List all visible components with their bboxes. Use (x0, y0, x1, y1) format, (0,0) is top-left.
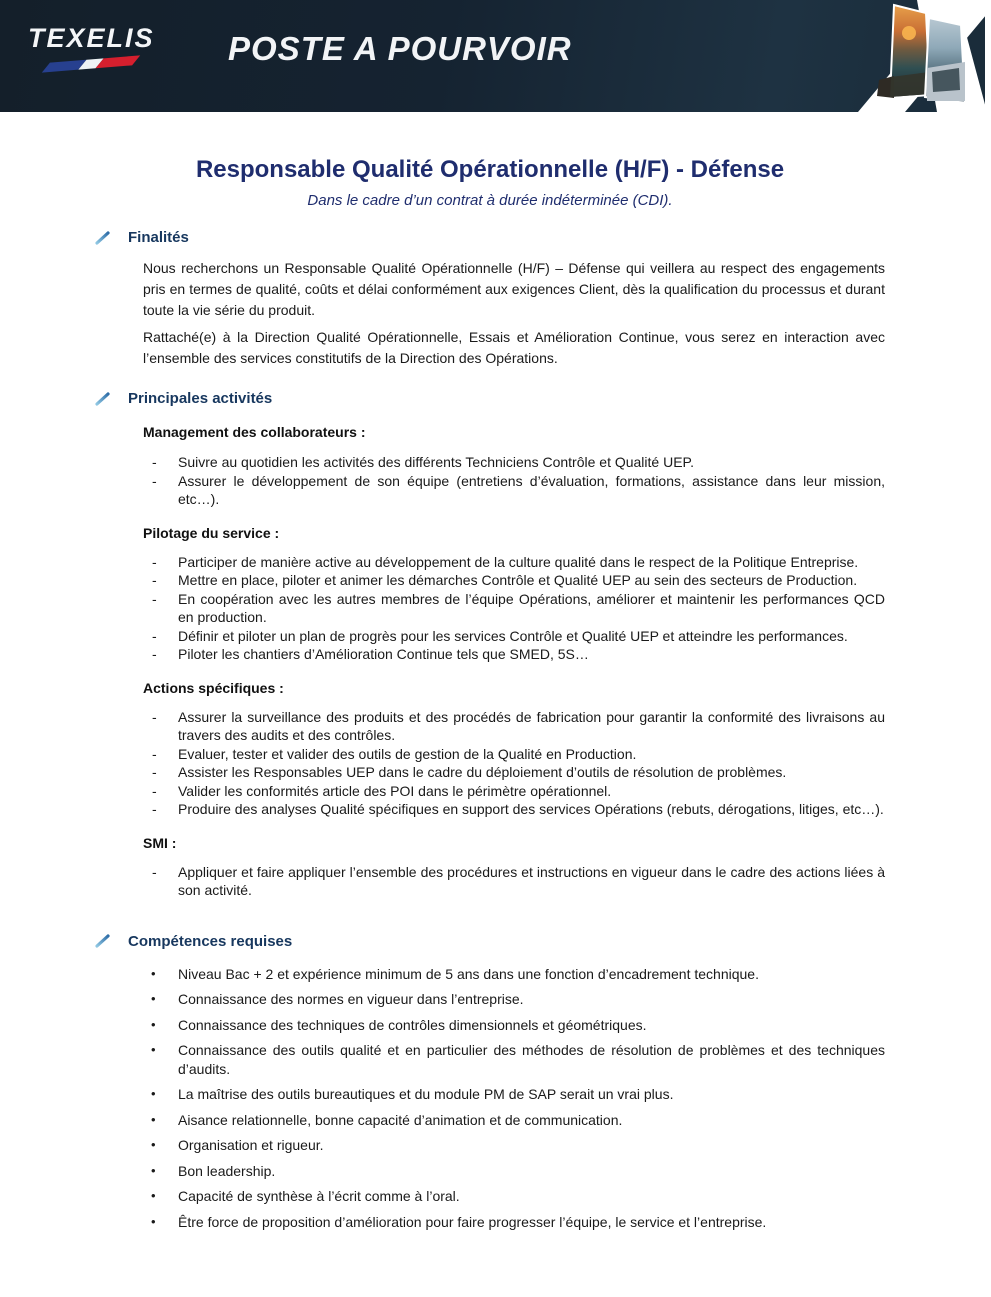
list-item: • Connaissance des outils qualité et en particulier des méthodes de résolution de problèmes et des techniques d’audits. (143, 1041, 885, 1078)
list-item: - Assister les Responsables UEP dans le cadre du déploiement d’outils de résolution de problèmes. (143, 763, 885, 782)
bullet-marker: • (151, 1213, 156, 1229)
bullet-list (143, 965, 885, 1232)
list-item: • Organisation et rigueur. (143, 1136, 885, 1155)
dash-list (143, 453, 885, 509)
section-heading-finalites (95, 228, 885, 247)
dash-list (143, 553, 885, 664)
activity-subheading: Pilotage du service : (143, 524, 280, 541)
list-item: - Assurer la surveillance des produits et des procédés de fabrication pour garantir la conformité des livraisons au travers des audits et des contrôles. (143, 708, 885, 745)
header-banner (0, 0, 991, 112)
dash-list (143, 863, 885, 900)
dash-list (143, 708, 885, 819)
list-item: • Connaissance des normes en vigueur dans l’entreprise. (143, 990, 885, 1009)
bullet-marker: • (151, 1016, 156, 1032)
dash-marker: - (152, 745, 157, 762)
bullet-marker: • (151, 1188, 156, 1203)
dash-marker: - (152, 801, 157, 817)
job-title: Responsable Qualité Opérationnelle (H/F) - Défense (195, 156, 785, 183)
list-item: - Evaluer, tester et valider des outils de gestion de la Qualité en Production. (143, 745, 885, 764)
dash-marker: - (152, 863, 157, 880)
paragraph: Rattaché(e) à la Direction Qualité Opérationnelle, Essais et Amélioration Continue, vous serez en interaction avec l’ensemble des services constitutifs de la Direction des Opérations. (143, 329, 885, 366)
banner-title: POSTE A POURVOIR (228, 30, 572, 67)
dash-marker: - (152, 708, 157, 725)
dash-marker: - (152, 454, 157, 470)
dash-marker: - (152, 627, 157, 644)
bullet-marker: • (151, 965, 156, 981)
list-item: • Bon leadership. (143, 1162, 885, 1181)
activity-subheading: Management des collaborateurs : (143, 424, 366, 440)
list-item: - Piloter les chantiers d’Amélioration Continue tels que SMED, 5S… (143, 645, 885, 664)
section-marker-icon (95, 934, 110, 948)
french-flag-swoosh-icon (42, 55, 140, 72)
list-item: - Participer de manière active au développement de la culture qualité dans le respect de la Politique Entreprise. (143, 553, 885, 572)
bullet-marker: • (151, 1086, 156, 1101)
list-item: • Capacité de synthèse à l’écrit comme à l’oral. (143, 1187, 885, 1206)
dash-marker: - (152, 590, 157, 607)
bullet-marker: • (151, 1111, 156, 1127)
document-body (0, 156, 991, 1231)
texelis-logo-text: TEXELIS (28, 23, 155, 53)
activity-subheading: SMI : (143, 834, 177, 851)
x-brand-graphic-icon (831, 0, 991, 112)
list-item: - Valider les conformités article des POI dans le périmètre opérationnel. (143, 782, 885, 801)
bullet-marker: • (151, 1137, 156, 1152)
dash-marker: - (152, 646, 157, 662)
list-item: • Être force de proposition d’amélioration pour faire progresser l’équipe, le service et l’entreprise. (143, 1213, 885, 1232)
bullet-marker: • (151, 991, 156, 1006)
contract-subtitle: Dans le cadre d’un contrat à durée indéterminée (CDI). (307, 192, 673, 209)
list-item: • Aisance relationnelle, bonne capacité d’animation et de communication. (143, 1111, 885, 1130)
list-item: • La maîtrise des outils bureautiques et du module PM de SAP serait un vrai plus. (143, 1085, 885, 1104)
list-item: - Produire des analyses Qualité spécifiques en support des services Opérations (rebuts, dérogations, litiges, etc…). (143, 800, 885, 819)
section-marker-icon (95, 392, 110, 406)
section-heading-label: Principales activités (128, 390, 273, 407)
dash-marker: - (152, 553, 157, 570)
list-item: - Assurer le développement de son équipe (entretiens d’évaluation, formations, assistance dans leur mission, etc…). (143, 472, 885, 509)
section-heading-label: Finalités (128, 229, 189, 246)
list-item: • Niveau Bac + 2 et expérience minimum de 5 ans dans une fonction d’encadrement technique. (143, 965, 885, 984)
list-item: - Suivre au quotidien les activités des différents Techniciens Contrôle et Qualité UEP. (143, 453, 885, 472)
bullet-marker: • (151, 1042, 156, 1057)
section-heading-label: Compétences requises (128, 932, 293, 950)
section-heading-competences (95, 932, 885, 951)
section-heading-activites (95, 389, 885, 408)
list-item: - En coopération avec les autres membres de l’équipe Opérations, améliorer et maintenir les performances QCD en production. (143, 590, 885, 627)
list-item: - Définir et piloter un plan de progrès pour les services Contrôle et Qualité UEP et atteindre les performances. (143, 627, 885, 646)
dash-marker: - (152, 472, 157, 489)
texelis-logo (28, 24, 155, 69)
dash-marker: - (152, 782, 157, 799)
list-item: • Connaissance des techniques de contrôles dimensionnels et géométriques. (143, 1016, 885, 1035)
paragraph: Nous recherchons un Responsable Qualité Opérationnelle (H/F) – Défense qui veillera au respect des engagements pris en termes de qualité, coûts et délai conformément aux exigences Client, dès la qualification du processus et durant toute la vie série du produit. (143, 260, 885, 318)
list-item: - Appliquer et faire appliquer l’ensemble des procédures et instructions en vigueur dans le cadre des actions liées à son activité. (143, 863, 885, 900)
section-marker-icon (95, 231, 110, 245)
bullet-marker: • (151, 1162, 156, 1178)
dash-marker: - (152, 764, 157, 780)
activity-subheading: Actions spécifiques : (143, 679, 284, 696)
list-item: - Mettre en place, piloter et animer les démarches Contrôle et Qualité UEP au sein des secteurs de Production. (143, 571, 885, 590)
dash-marker: - (152, 572, 157, 588)
